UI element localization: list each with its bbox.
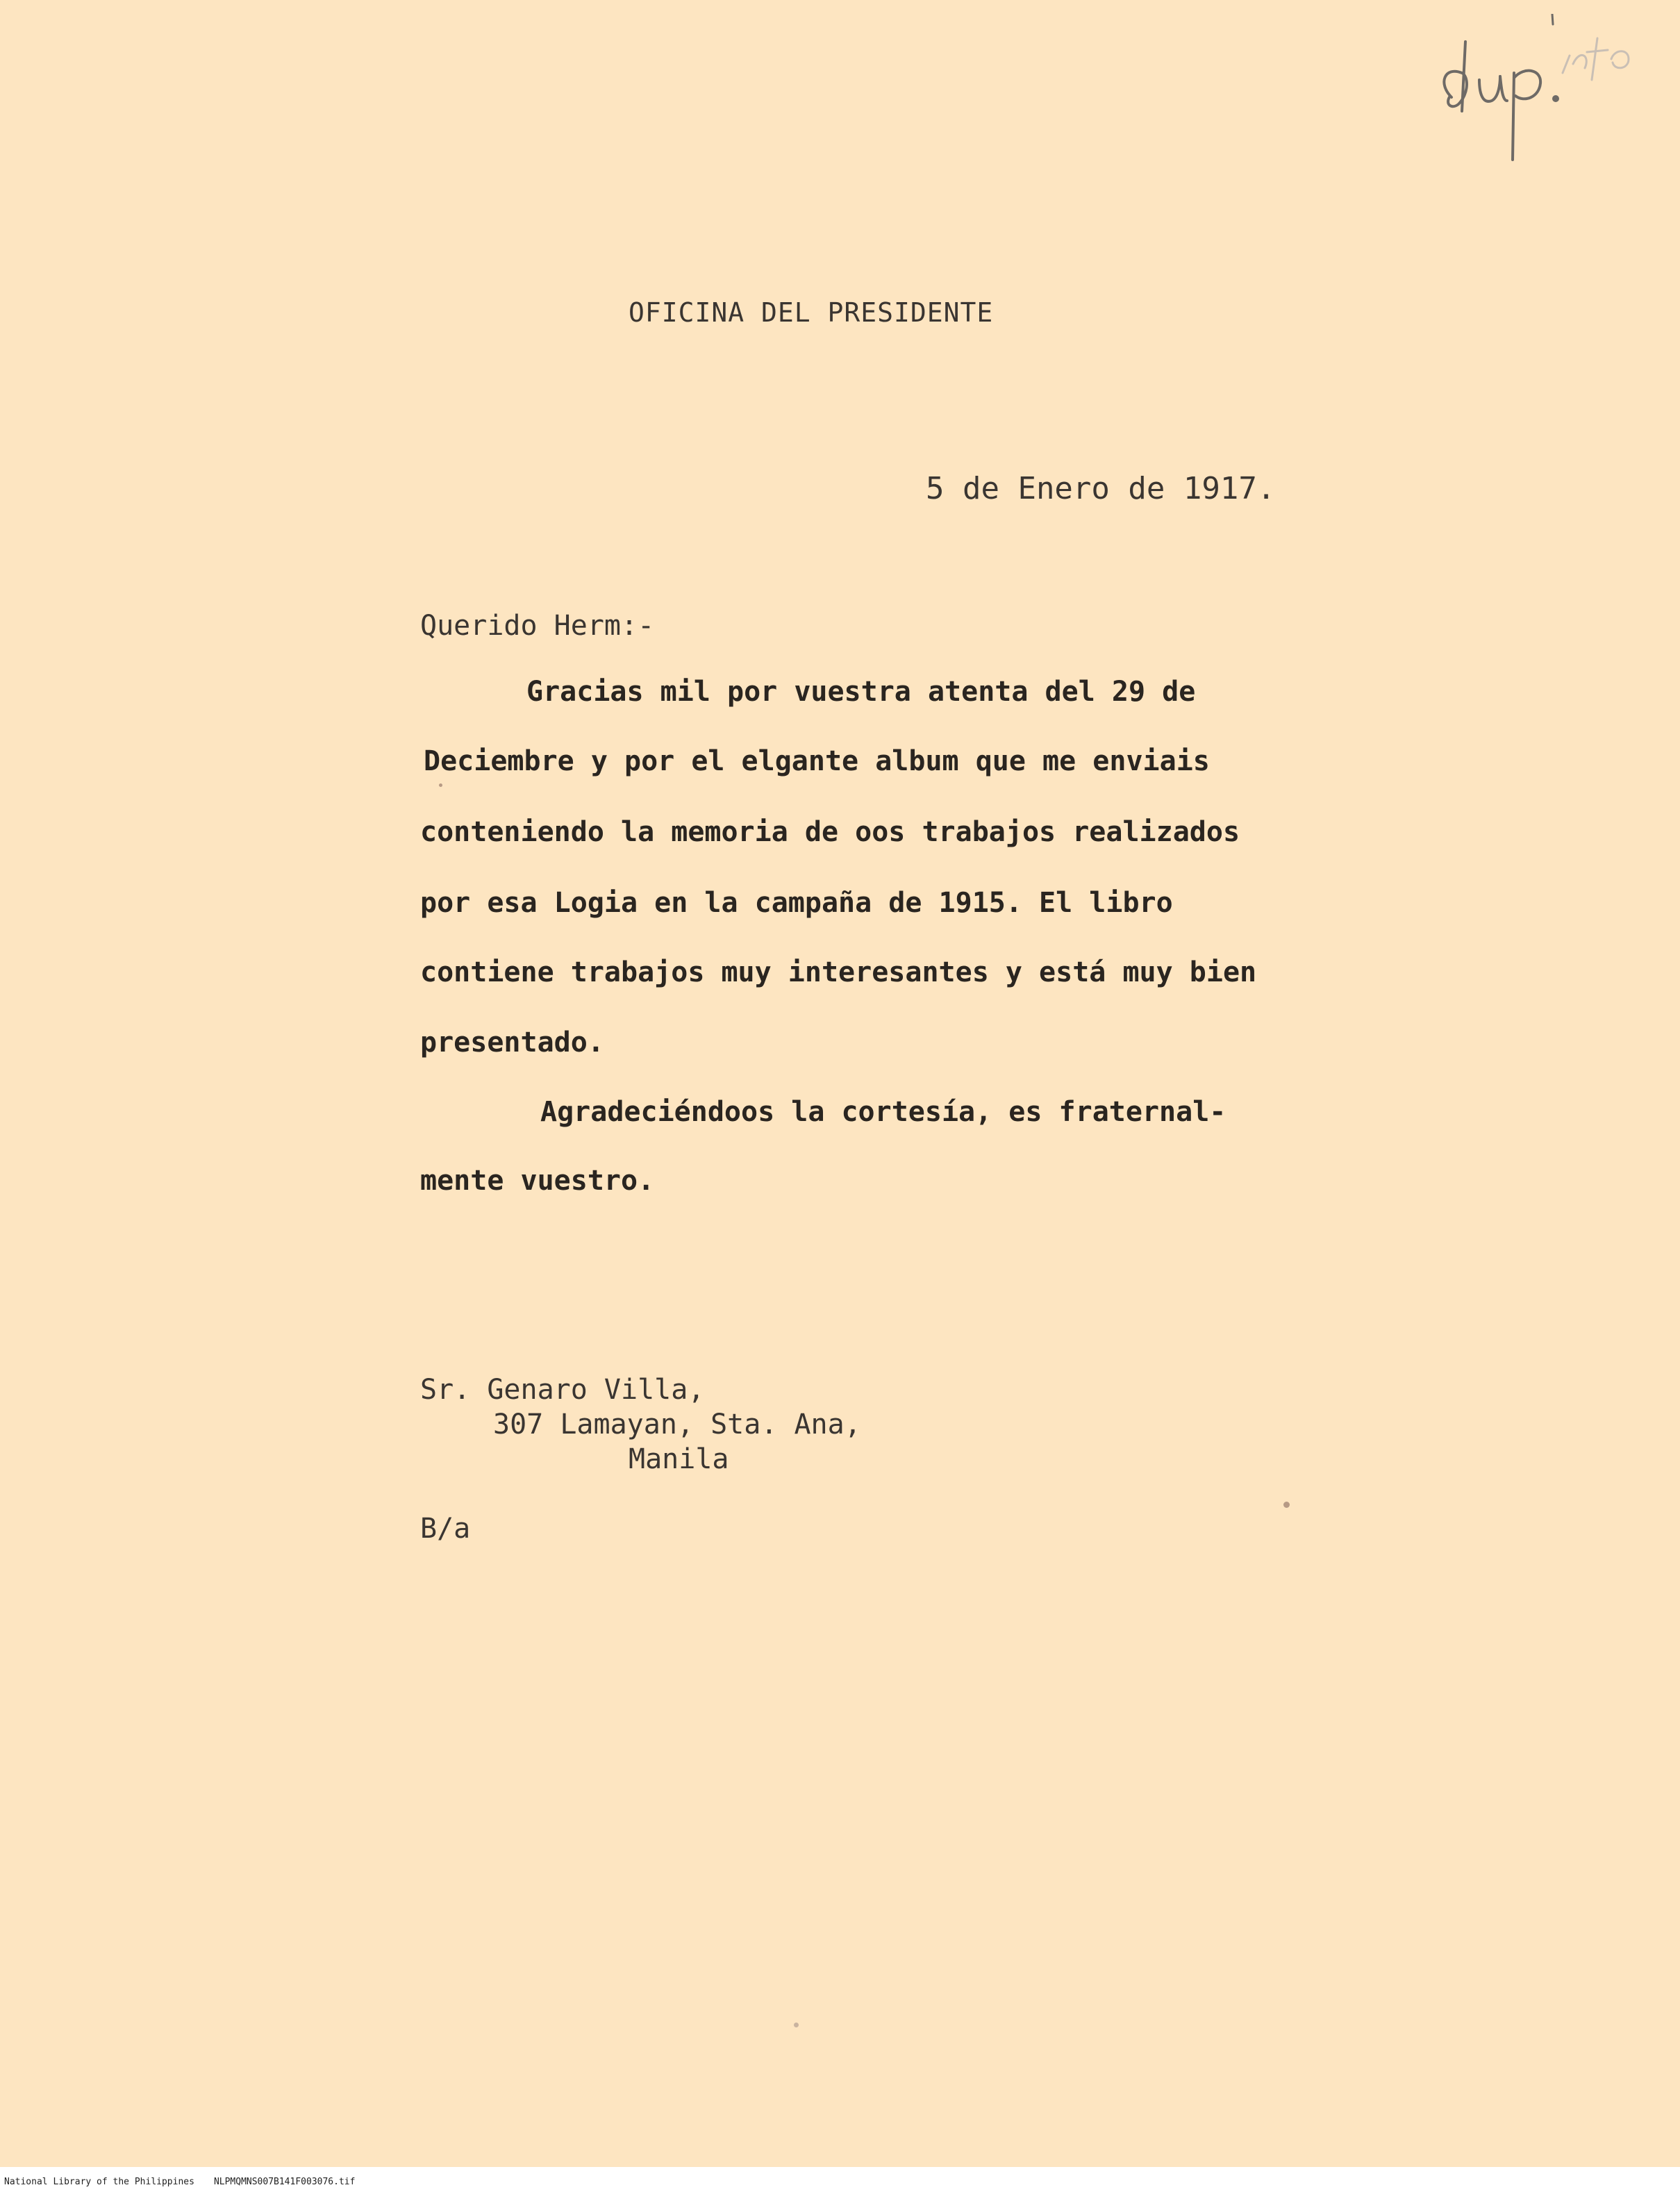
paper-speck xyxy=(794,2023,799,2027)
body-line: Agradeciéndoos la cortesía, es fraternal- xyxy=(540,1096,1226,1128)
body-line: Gracias mil por vuestra atenta del 29 de xyxy=(526,676,1196,708)
typist-initials: B/a xyxy=(420,1513,471,1545)
recipient-address: 307 Lamayan, Sta. Ana, xyxy=(493,1409,861,1440)
letter-heading: OFICINA DEL PRESIDENTE xyxy=(629,297,994,328)
salutation: Querido Herm:- xyxy=(420,610,655,642)
footer-file: NLPMQMNS007B141F003076.tif xyxy=(213,2177,356,2187)
scan-footer-text xyxy=(4,2177,374,2187)
body-line: mente vuestro. xyxy=(420,1165,655,1197)
body-line: por esa Logia en la campaña de 1915. El libro xyxy=(420,887,1173,919)
body-line: conteniendo la memoria de oos trabajos realizados xyxy=(420,816,1240,848)
body-line: presentado. xyxy=(420,1027,604,1058)
paper-speck xyxy=(1283,1502,1290,1508)
body-line: Deciembre y por el elgante album que me enviais xyxy=(424,745,1210,777)
body-line: contiene trabajos muy interesantes y está muy bien xyxy=(420,956,1257,988)
letter-date: 5 de Enero de 1917. xyxy=(926,471,1276,506)
recipient-city: Manila xyxy=(629,1443,729,1475)
recipient-name: Sr. Genaro Villa, xyxy=(420,1374,705,1406)
footer-library: National Library of the Philippines xyxy=(4,2177,194,2187)
paper-speck xyxy=(439,783,442,787)
handwritten-note-dup xyxy=(1431,14,1639,174)
